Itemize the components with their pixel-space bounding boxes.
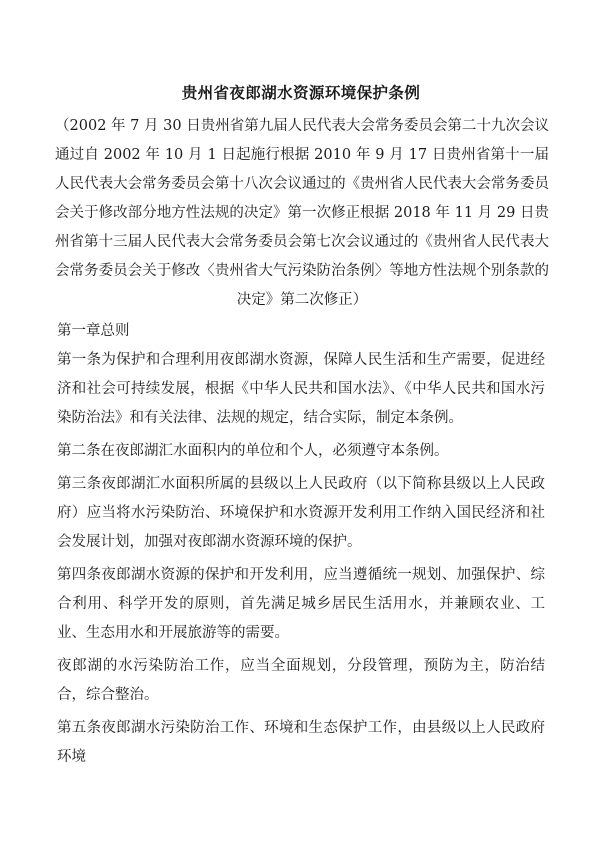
document-subtitle: （2002 年 7 月 30 日贵州省第九届人民代表大会常务委员会第二十九次会议通过自 2002 年 10 月 1 日起施行根据 2010 年 9 月 17 日贵州省第十一届人民代表大会常务委员会第十八次会议通过的《贵州省人民代表大会常务委员会关于修改部分地方性法规的决定》第一次修正根据 2018 年 11 月 29 日贵州省第十三届人民代表大会常务委员会第七次会议通过的《贵州省人民代表大会常务委员会关于修改〈贵州省大气污染防治条例〉等地方性法规个别条款的决定》第二次修正） [55,118,549,308]
article-1: 第一条为保护和合理利用夜郎湖水资源，保障人民生活和生产需要，促进经济和社会可持续发展，根据《中华人民共和国水法》、《中华人民共和国水污染防治法》和有关法律、法规的规定，结合实际，制定本条例。 [57,352,545,426]
document-title: 贵州省夜郎湖水资源环境保护条例 [181,84,421,102]
article-5: 第五条夜郎湖水污染防治工作、环境和生态保护工作，由县级以上人民政府环境 [57,720,545,765]
article-2: 第二条在夜郎湖汇水面积内的单位和个人，必须遵守本条例。 [57,443,449,459]
article-4: 第四条夜郎湖水资源的保护和开发利用，应当遵循统一规划、加强保护、综合利用、科学开发的原则，首先满足城乡居民生活用水，并兼顾农业、工业、生态用水和开展旅游等的需要。 [57,567,545,641]
article-3: 第三条夜郎湖汇水面积所属的县级以上人民政府（以下简称县级以上人民政府）应当将水污染防治、环境保护和水资源开发利用工作纳入国民经济和社会发展计划，加强对夜郎湖水资源环境的保护。 [57,476,545,550]
article-4-paragraph-2: 夜郎湖的水污染防治工作，应当全面规划，分段管理，预防为主，防治结合，综合整治。 [57,658,545,703]
chapter-heading: 第一章总则 [57,323,130,339]
